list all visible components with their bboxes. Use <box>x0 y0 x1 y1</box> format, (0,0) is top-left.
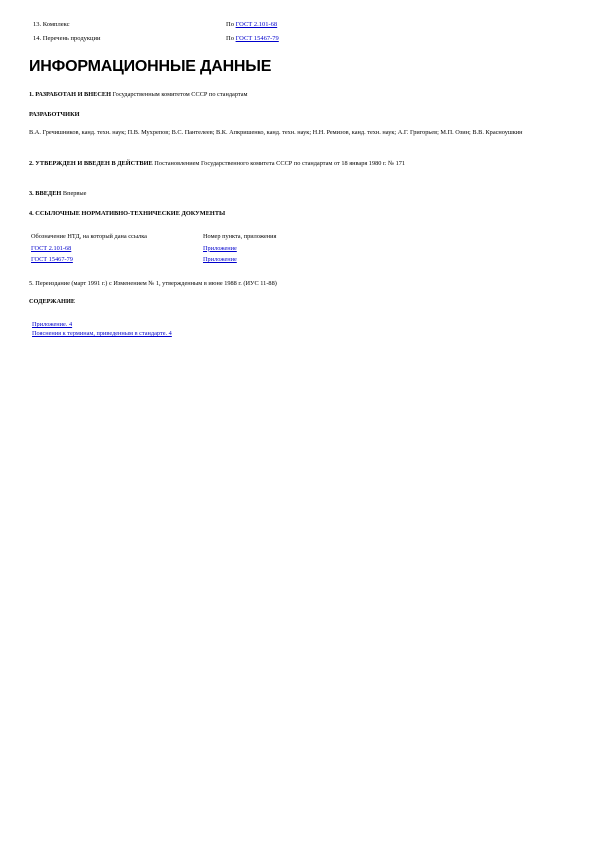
top-row-ref <box>226 35 279 43</box>
developers-list: В.А. Гречишников, канд. техн. наук; П.В. Мухрепов; В.С. Пантелеев; В.К. Апкришенко, канд. техн. наук; Н.Н. Ремизов, канд. техн. наук; А.Г. Григорьев; М.П. Озин; В.В. Красноушкин <box>29 129 523 136</box>
toc-link-appendix[interactable]: Приложение. 4 <box>32 321 73 328</box>
paragraph-introduced <box>29 189 569 198</box>
column-header-document: Обозначение НТД, на который дана ссылка <box>31 233 147 240</box>
paragraph-reissue: 5. Переиздание (март 1991 г.) с Изменением № 1, утвержденным в июне 1988 г. (ИУС 11-88) <box>29 280 277 287</box>
table-of-contents <box>32 320 172 338</box>
paragraph-1-lead: 1. РАЗРАБОТАН И ВНЕСЕН <box>29 91 111 98</box>
gost-15467-79-link[interactable]: ГОСТ 15467-79 <box>31 256 73 263</box>
gost-2-101-68-link[interactable]: ГОСТ 2.101-68 <box>31 244 72 252</box>
paragraph-2-lead: 2. УТВЕРЖДЕН И ВВЕДЕН В ДЕЙСТВИЕ <box>29 160 153 167</box>
page-title: ИНФОРМАЦИОННЫЕ ДАННЫЕ <box>29 58 272 75</box>
top-row-label: 14. Перечень продукции <box>33 35 101 42</box>
top-row-prefix: По <box>226 21 236 28</box>
paragraph-approved <box>29 159 569 168</box>
paragraph-2-text: Постановлением Государственного комитета СССР по стандартам от 18 января 1980 г. № 171 <box>152 160 406 167</box>
toc-link-term-notes[interactable]: Пояснения к терминам, приведенным в стандарте. 4 <box>32 330 172 337</box>
toc-item <box>32 329 172 338</box>
top-row-prefix: По <box>226 35 236 42</box>
top-row-ref <box>226 21 277 29</box>
gost-2-101-68-link[interactable]: ГОСТ 2.101-68 <box>235 21 278 28</box>
paragraph-1-text: Государственным комитетом СССР по стандартам <box>110 91 248 98</box>
developers-heading: РАЗРАБОТЧИКИ <box>29 111 80 118</box>
column-header-clause: Номер пункта, приложения <box>203 233 277 240</box>
paragraph-developed-by <box>29 90 569 99</box>
contents-heading: СОДЕРЖАНИЕ <box>29 298 76 305</box>
paragraph-3-lead: 3. ВВЕДЕН <box>29 190 62 197</box>
appendix-link[interactable]: Приложение <box>203 244 237 252</box>
gost-15467-79-link[interactable]: ГОСТ 15467-79 <box>235 35 279 42</box>
appendix-link[interactable]: Приложение <box>203 256 237 263</box>
toc-item <box>32 320 172 329</box>
reference-documents-heading: 4. ССЫЛОЧНЫЕ НОРМАТИВНО-ТЕХНИЧЕСКИЕ ДОКУМЕНТЫ <box>29 210 226 217</box>
paragraph-3-text: Впервые <box>61 190 87 197</box>
top-row-label: 13. Комплекс <box>33 21 70 28</box>
